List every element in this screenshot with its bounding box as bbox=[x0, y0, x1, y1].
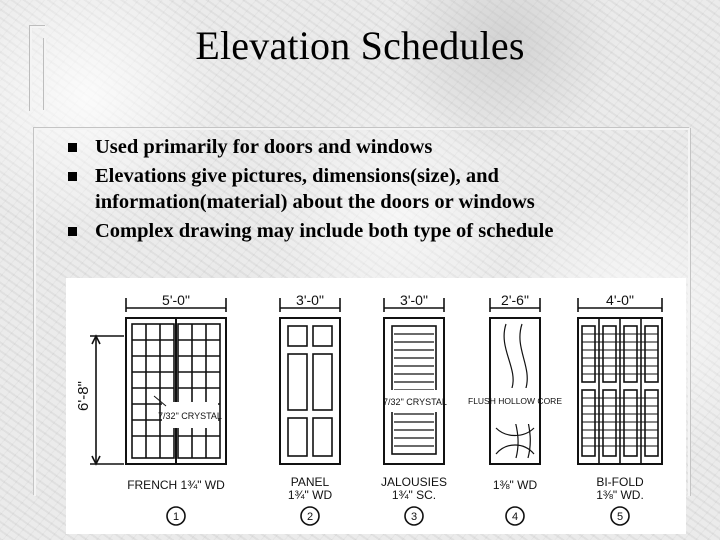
door-5-name: BI-FOLD bbox=[596, 475, 644, 489]
bullet-item bbox=[64, 134, 694, 160]
door-3-name-2: 1¾" SC. bbox=[391, 488, 437, 502]
door-3-name: JALOUSIES bbox=[380, 475, 448, 489]
door-1-width: 5'-0" bbox=[162, 292, 190, 308]
door-4-width: 2'-6" bbox=[501, 292, 529, 308]
bullet-text: Elevations give pictures, dimensions(size), and information(material) about the doors or windows bbox=[95, 165, 535, 213]
door-2-width: 3'-0" bbox=[296, 292, 324, 308]
bullet-text: Complex drawing may include both type of schedule bbox=[95, 220, 554, 242]
door-1-french bbox=[126, 292, 226, 525]
door-1-callout: 7/32" CRYSTAL bbox=[158, 411, 222, 421]
square-bullet-icon bbox=[68, 143, 77, 152]
door-1-name: FRENCH 1¾" WD bbox=[127, 478, 225, 492]
door-5-name-2: 1⅜" WD. bbox=[596, 488, 644, 502]
door-2-name: PANEL bbox=[290, 475, 330, 489]
bullet-item bbox=[64, 163, 694, 215]
door-3-callout: 7/32" CRYSTAL bbox=[383, 397, 447, 407]
door-2-panel bbox=[280, 292, 340, 525]
door-5-bifold bbox=[578, 292, 662, 525]
door-3-jalousie bbox=[381, 292, 447, 525]
height-label: 6'-8" bbox=[75, 381, 92, 411]
square-bullet-icon bbox=[68, 172, 77, 181]
door-1-number: 1 bbox=[172, 511, 180, 523]
square-bullet-icon bbox=[68, 227, 77, 236]
door-4-name: 1⅜" WD bbox=[492, 478, 538, 492]
door-5-width: 4'-0" bbox=[606, 292, 634, 308]
door-4-flush bbox=[468, 292, 562, 525]
door-2-number: 2 bbox=[306, 511, 314, 523]
slide-title: Elevation Schedules bbox=[195, 23, 525, 68]
door-4-number: 4 bbox=[511, 511, 519, 523]
height-dimension bbox=[75, 336, 124, 464]
bullet-item bbox=[64, 218, 694, 244]
door-3-number: 3 bbox=[410, 511, 418, 523]
door-2-name-2: 1¾" WD bbox=[287, 488, 333, 502]
door-4-callout: FLUSH HOLLOW CORE bbox=[468, 396, 562, 406]
bullet-text: Used primarily for doors and windows bbox=[95, 136, 433, 158]
bullet-list bbox=[64, 134, 694, 247]
door-3-width: 3'-0" bbox=[400, 292, 428, 308]
door-5-number: 5 bbox=[616, 511, 624, 523]
door-elevation-drawing bbox=[66, 278, 686, 534]
